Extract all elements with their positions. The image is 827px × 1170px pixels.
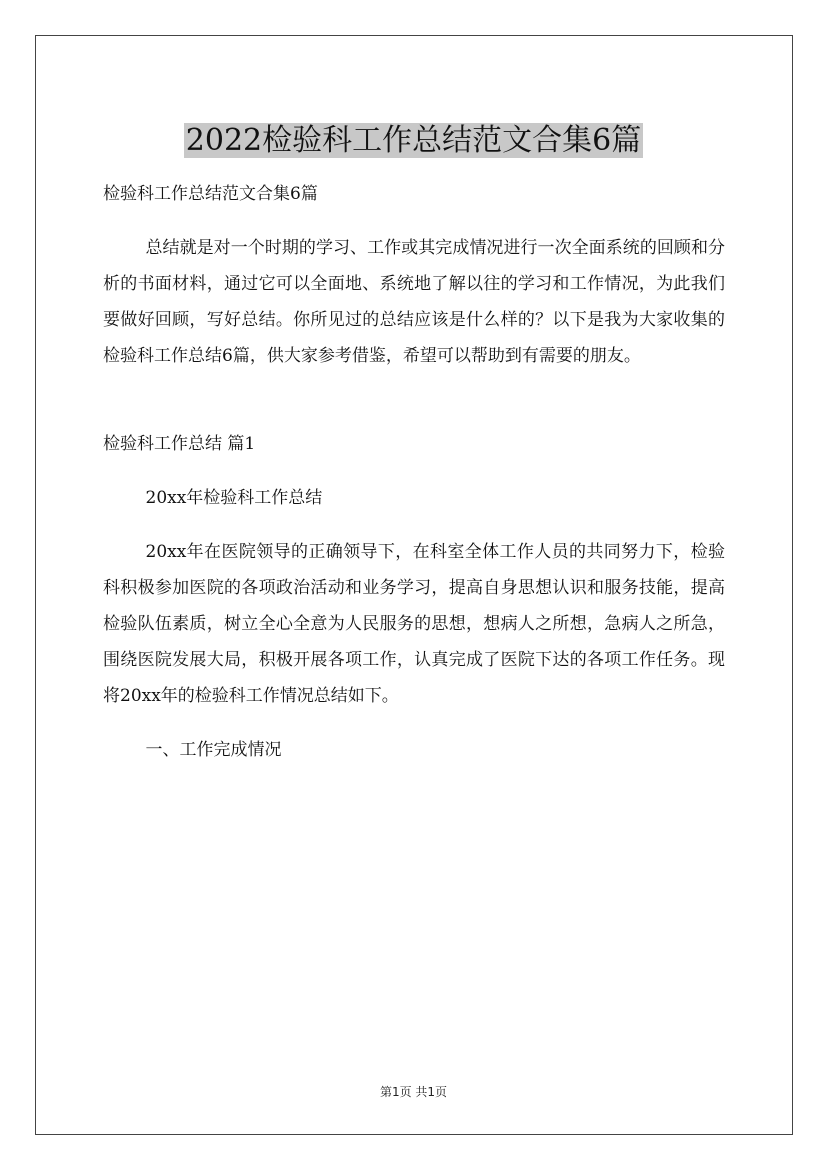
item-heading: 一、工作完成情况: [145, 740, 282, 760]
section-heading: 检验科工作总结 篇1: [103, 434, 256, 454]
section-body-paragraph: 20xx年在医院领导的正确领导下，在科室全体工作人员的共同努力下，检验科积极参加医院的各项政治活动和业务学习，提高自身思想认识和服务技能，提高检验队伍素质，树立全心全意为人民服务的思想，想病人之所想，急病人之所急，围绕医院发展大局，积极开展各项工作，认真完成了医院下达的各项工作任务。现将20xx年的检验科工作情况总结如下。: [103, 542, 725, 706]
document-body: [103, 176, 725, 768]
spacer: [103, 212, 725, 230]
spacer: [103, 714, 725, 732]
document-title: [0, 120, 827, 162]
document-title-text: 2022检验科工作总结范文合集6篇: [185, 123, 642, 159]
spacer: [103, 462, 725, 480]
intro-paragraph: 总结就是对一个时期的学习、工作或其完成情况进行一次全面系统的回顾和分析的书面材料，通过它可以全面地、系统地了解以往的学习和工作情况，为此我们要做好回顾，写好总结。你所见过的总结应该是什么样的？以下是我为大家收集的检验科工作总结6篇，供大家参考借鉴，希望可以帮助到有需要的朋友。: [103, 238, 725, 366]
section-subtitle: 20xx年检验科工作总结: [145, 488, 323, 508]
spacer: [103, 374, 725, 426]
spacer: [103, 516, 725, 534]
page-footer: 第1页 共1页: [379, 1085, 448, 1099]
document-subtitle: 检验科工作总结范文合集6篇: [103, 184, 318, 204]
